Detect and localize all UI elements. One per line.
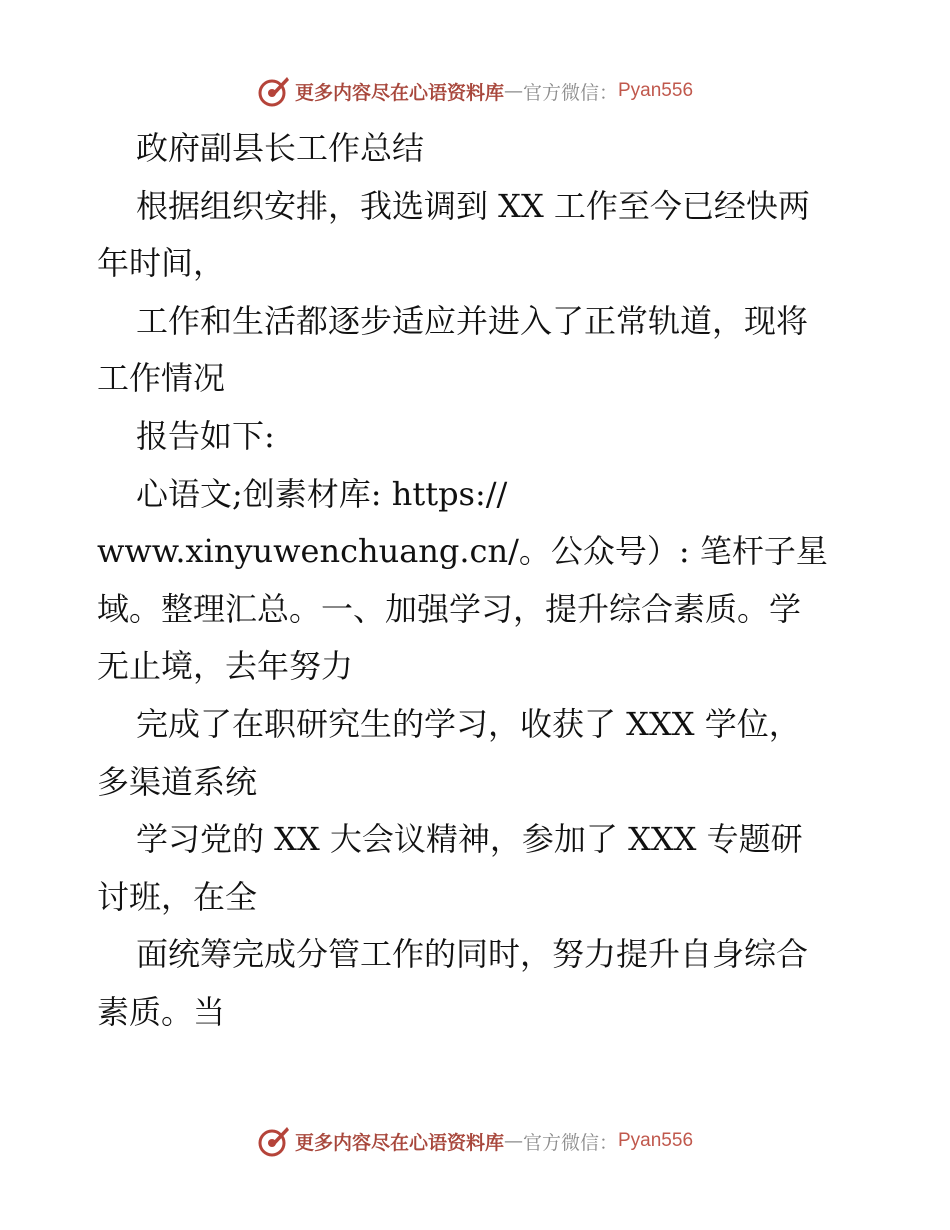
quill-logo-icon (257, 1124, 291, 1158)
header-banner (0, 71, 950, 111)
banner-wechat-id: Pyan556 (618, 1130, 694, 1151)
paragraph-line: 心语文;创素材库: https:// (136, 474, 508, 513)
quill-logo-icon (257, 74, 291, 108)
paragraph-line: 工作情况 (97, 359, 226, 398)
document-title: 政府副县长工作总结 (136, 129, 425, 167)
paragraph-line: 完成了在职研究生的学习，收获了 XXX 学位， (136, 704, 801, 743)
paragraph-line: 年时间， (97, 244, 226, 283)
banner-main-text: 更多内容尽在心语资料库 (294, 81, 504, 104)
paragraph-line: 讨班，在全 (97, 877, 258, 916)
paragraph-line: 面统筹完成分管工作的同时，努力提升自身综合 (136, 935, 809, 974)
paragraph-line: www.xinyuwenchuang.cn/。公众号）: 笔杆子星 (97, 532, 828, 571)
document-body (97, 120, 857, 1042)
paragraph-line: 报告如下: (136, 416, 275, 455)
banner-main-text: 更多内容尽在心语资料库 (294, 1131, 504, 1154)
footer-banner (0, 1121, 950, 1161)
paragraph-line: 无止境，去年努力 (97, 647, 354, 686)
banner-wechat-id: Pyan556 (618, 80, 694, 101)
paragraph-line: 根据组织安排，我选调到 XX 工作至今已经快两 (136, 186, 810, 225)
paragraph-line: 学习党的 XX 大会议精神，参加了 XXX 专题研 (136, 820, 803, 859)
paragraph-line: 域。整理汇总。一、加强学习，提升综合素质。学 (97, 589, 802, 628)
paragraph-line: 工作和生活都逐步适应并进入了正常轨道，现将 (136, 301, 809, 340)
banner-wechat-label: 官方微信： (522, 81, 618, 104)
paragraph-line: 素质。当 (97, 992, 226, 1031)
banner-dash: — (503, 80, 523, 102)
banner-wechat-label: 官方微信： (522, 1131, 618, 1154)
paragraph-line: 多渠道系统 (97, 762, 258, 801)
banner-dash: — (503, 1130, 523, 1152)
